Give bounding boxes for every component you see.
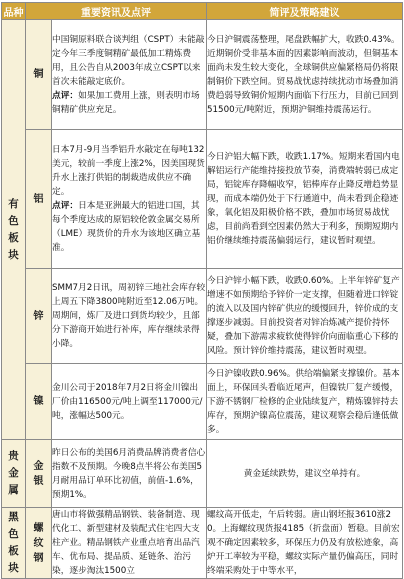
metal-cell-rebar	[26, 508, 52, 579]
news-cell-copper	[52, 20, 207, 130]
metal-char: 螺	[33, 522, 44, 534]
metal-cell-gold-silver	[26, 440, 52, 508]
metal-cell-zinc	[26, 269, 52, 364]
metal-char: 银	[33, 475, 44, 487]
news-body: 金川公司于2018年7月2日将金川镍出厂价由116500元/吨上调至117000元/吨，涨幅达500元。	[52, 382, 203, 421]
sector-char: 金	[8, 467, 19, 479]
sector-char: 有	[8, 197, 19, 210]
sector-cell-ferrous	[2, 508, 26, 579]
sector-char: 板	[8, 231, 19, 244]
comment-label: 点评：	[52, 201, 79, 211]
metal-cell-nickel	[26, 364, 52, 440]
news-body: 唐山市将做强精品钢铁、装备制造、现代化工、新型建材及装配式住宅四大支柱产业。精品钢铁产业重点培育出品汽车、优布局、提品质、延链条、治污染，逐步淘汰1500立	[52, 510, 200, 576]
market-brief-table	[1, 2, 403, 579]
trend-cell-copper: 今日沪铜震荡整理，尾盘跌幅扩大，收跌0.43%。近期铜价受非基本面的因素影响而波动，但铜基本面尚未发生较大变化，全球铜供应偏紧格局仍将限制铜价下跌空间。贸易战忧虑持续扰动市场叠加消费趋弱导致铜价短期内面临下行压力，目前已回到51500元/吨附近，预期沪铜维持震荡运行。	[207, 20, 403, 130]
metal-char: 铜	[33, 69, 44, 80]
table-header-row	[2, 3, 403, 20]
metal-cell-aluminum	[26, 130, 52, 269]
trend-cell-gold-silver: 黄金延续跌势，建议空单持有。	[207, 440, 403, 508]
comment-text: 如果加工费用上涨，则表明市场铜精矿供应充足。	[52, 90, 200, 115]
comment-label: 点评：	[52, 90, 79, 101]
table-row	[2, 440, 403, 508]
header-sector: 品种	[2, 3, 26, 20]
sector-char: 板	[8, 545, 19, 557]
metal-char: 锌	[33, 310, 44, 322]
metal-char: 钢	[33, 552, 44, 564]
table-row	[2, 130, 403, 269]
sector-cell-nonferrous	[2, 20, 26, 440]
header-news: 重要资讯及点评	[26, 3, 207, 20]
news-cell-nickel	[52, 364, 207, 440]
news-cell-zinc	[52, 269, 207, 364]
table-row	[2, 20, 403, 130]
sector-char: 色	[8, 214, 19, 227]
trend-cell-zinc: 今日沪锌小幅下跌，收跌0.60%。上半年锌矿复产增速不如预期给予锌价一定支撑，但随着进口锌锭的流入以及国内锌矿供应的缓慢回升，锌价成的支撑逐步减弱。目前投资者对锌冶炼减产提价持怀疑，叠加下游需求疲软使得锌价向面临重心下移的风险。预计锌价维持震荡，建议暂时观望。	[207, 269, 403, 364]
news-body: 中国铜原料联合谈判组（CSPT）未能敲定今年三季度铜精矿最低加工精炼费用，且公告自从2003年成立CSPT以来首次未能敲定底价。	[52, 34, 205, 87]
sector-char: 色	[8, 528, 19, 540]
sector-char: 块	[8, 248, 19, 261]
news-cell-aluminum	[52, 130, 207, 269]
sector-char: 块	[8, 562, 19, 574]
sector-char: 属	[8, 484, 19, 496]
metal-char: 铝	[33, 193, 44, 205]
metal-char: 纹	[33, 537, 44, 549]
table-row	[2, 269, 403, 364]
table-row	[2, 508, 403, 579]
news-body: 日本7月-9月当季铝升水敲定在每吨132美元，较前一季度上涨2%，因美国现货升水上涨打供铝的制裁造成供应不确定。	[52, 145, 205, 197]
metal-cell-copper	[26, 20, 52, 130]
news-cell-rebar	[52, 508, 207, 579]
sector-char: 贵	[8, 450, 19, 462]
metal-char: 金	[33, 460, 44, 472]
comment-text: 日本是亚洲最大的铝进口国，其每个季度达成的原铝较伦敦金属交易所（LME）现货价的升水为该地区确立基准。	[52, 201, 201, 253]
trend-cell-nickel: 今日沪镍收跌0.96%。供给端偏紧支撑镍价。基本面上，环保回头看临近尾声，但镍铁厂复产缓慢，下游不锈钢厂检修的企业陆续复产，精炼镍锌持去库存，预期沪镍高位震荡，建议观察会稳后逢低做多。	[207, 364, 403, 440]
metal-char: 镍	[33, 396, 44, 407]
table-row	[2, 364, 403, 440]
news-cell-gold-silver	[52, 440, 207, 508]
sector-char: 黑	[8, 511, 19, 523]
trend-cell-aluminum: 今日沪铝大幅下跌，收跌1.17%。短期来看国内电解铝运行产能维持接投放节奏，消费端转弱已成定局，铝锭库存降幅收窄，铝棒库存止降反增趋势显现，而成本端仍处于下行通道中，尚未看到企稳迹象，氧化铝及阳极价格不跌，叠加市场贸易战忧虑，目前尚看到空因素仍然大于利多，预期短期内铝价继续维持震荡偏弱运行，建议暂时观望。	[207, 130, 403, 269]
header-trend: 简评及策略建议	[207, 3, 403, 20]
news-body: SMM7月2日讯，周初锌三地社会库存较上周五下降3800吨附近至12.06万吨。周期间，炼厂及进口到货均较少，且部分下游商开始进行补库，库存继续录得小降。	[52, 283, 206, 349]
news-body: 昨日公布的美国6月消费品牌消费者信心指数不及预期。今晚8点半将公布美国5月耐用品订单环比初值，前值-1.6%，预期1%。	[52, 447, 206, 500]
sector-cell-precious	[2, 440, 26, 508]
trend-cell-rebar: 螺纹高开低走，午后转弱。唐山钢坯报3610涨20。上海螺纹现货报4185（折盘面）暂稳。目前宏观不确定因素较多，环保压力仍及有放松迹象，高炉开工率较为平稳，螺纹实际产量仍偏高压，同时终端采购处于中等水平，	[207, 508, 403, 579]
